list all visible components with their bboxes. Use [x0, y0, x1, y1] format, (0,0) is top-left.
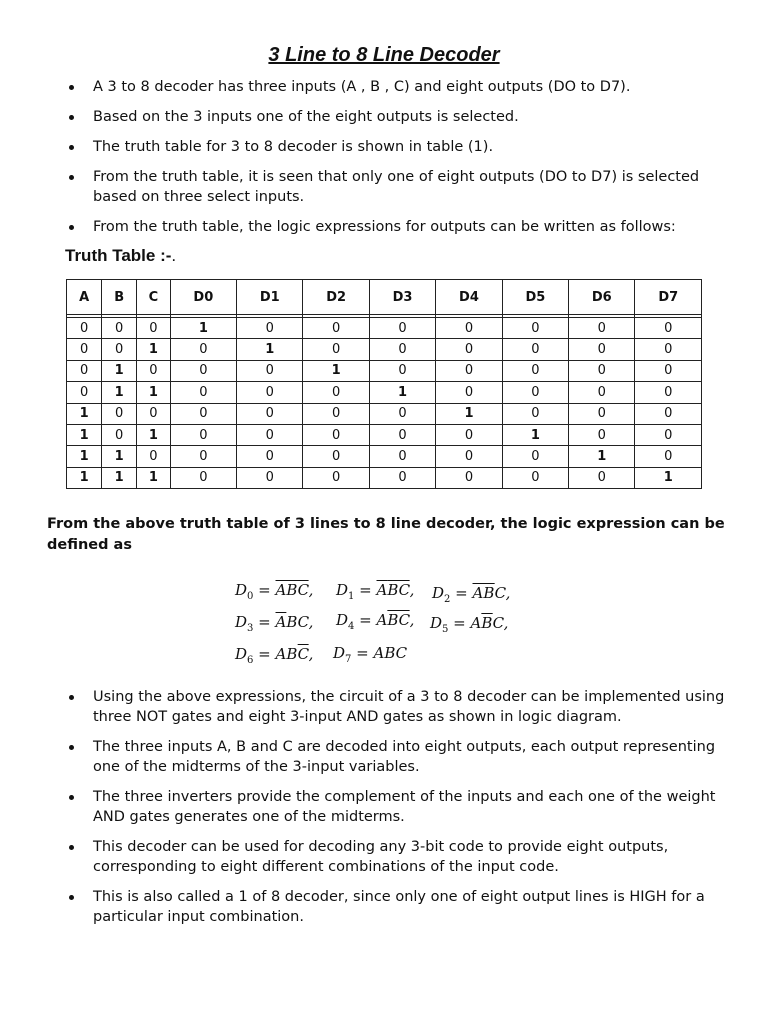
expr-lhs: D: [336, 611, 349, 629]
table-cell: 0: [635, 339, 702, 360]
table-cell: 0: [170, 467, 236, 488]
expr-bc: BC: [286, 613, 309, 631]
table-row: [67, 424, 702, 445]
expr-bc: $\overline{BC}$: [387, 611, 410, 629]
table-cell: 1: [102, 382, 137, 403]
expr-lhs: D: [432, 584, 445, 602]
table-cell: 0: [369, 467, 435, 488]
expr-sub: 0: [247, 591, 254, 602]
expression-d2: [432, 584, 510, 605]
bullet-text: This decoder can be used for decoding any 3-bit code to provide eight outputs, corresponding to eight different combinations of the input code.: [93, 839, 669, 875]
bullet-text: The three inverters provide the complement of the inputs and each one of the weight AND gates generates one of the midterms.: [93, 789, 716, 825]
table-header-d7: D7: [635, 280, 702, 315]
table-cell: 0: [569, 424, 635, 445]
table-cell: 0: [170, 424, 236, 445]
bullet-text: The three inputs A, B and C are decoded into eight outputs, each output representing one of the midterms of the 3-input variables.: [93, 739, 716, 775]
list-item: [0, 167, 768, 207]
table-cell: 0: [303, 424, 369, 445]
expr-c: C: [492, 614, 504, 632]
bullet-dot-icon: [69, 695, 74, 700]
table-cell: 1: [635, 467, 702, 488]
expr-lhs: D: [336, 581, 349, 599]
expr-sub: 7: [345, 654, 352, 665]
table-cell: 0: [635, 382, 702, 403]
list-item: [0, 217, 768, 237]
table-cell: 0: [303, 318, 369, 339]
table-header-d1: D1: [237, 280, 303, 315]
expr-lhs: D: [235, 581, 248, 599]
table-cell: 0: [237, 382, 303, 403]
list-item: [0, 77, 768, 97]
table-cell: 1: [102, 467, 137, 488]
expression-d5: [430, 614, 508, 635]
table-cell: 0: [170, 382, 236, 403]
expr-a: A: [376, 611, 388, 629]
table-cell: 1: [569, 446, 635, 467]
table-cell: 0: [436, 382, 502, 403]
expr-sep: ,: [409, 611, 415, 629]
table-cell: 0: [369, 403, 435, 424]
table-cell: 1: [303, 360, 369, 381]
bullet-text: From the truth table, the logic expressions for outputs can be written as follows:: [93, 219, 676, 235]
bullet-dot-icon: [69, 795, 74, 800]
expr-a: A: [470, 614, 482, 632]
expr-lhs: D: [430, 614, 443, 632]
table-cell: 1: [502, 424, 568, 445]
list-item: [0, 787, 768, 827]
table-cell: 0: [502, 467, 568, 488]
expr-eq: =: [354, 581, 377, 599]
expr-a: $\overline{A}$: [376, 581, 388, 599]
table-cell: 1: [170, 318, 236, 339]
expr-ab: $\overline{AB}$: [472, 584, 495, 602]
table-row: [67, 446, 702, 467]
table-header-b: B: [102, 280, 137, 315]
table-row: [67, 467, 702, 488]
table-cell: 0: [237, 424, 303, 445]
table-cell: 0: [436, 318, 502, 339]
table-cell: 0: [137, 403, 171, 424]
intro-bullet-list: [0, 77, 768, 247]
table-cell: 1: [137, 339, 171, 360]
bullet-dot-icon: [69, 745, 74, 750]
table-cell: 0: [67, 382, 102, 403]
table-cell: 1: [102, 360, 137, 381]
table-cell: 0: [369, 424, 435, 445]
table-header-d5: D5: [502, 280, 568, 315]
table-header-d6: D6: [569, 280, 635, 315]
table-cell: 0: [436, 360, 502, 381]
table-cell: 0: [102, 424, 137, 445]
expr-eq: =: [450, 584, 473, 602]
table-cell: 0: [303, 467, 369, 488]
expr-sep: ,: [505, 584, 511, 602]
table-cell: 0: [569, 403, 635, 424]
expr-sub: 1: [348, 591, 355, 602]
bullet-text: A 3 to 8 decoder has three inputs (A , B , C) and eight outputs (DO to D7).: [93, 79, 631, 95]
table-cell: 0: [170, 339, 236, 360]
expr-sep: ,: [308, 645, 314, 663]
table-cell: 0: [303, 339, 369, 360]
table-cell: 0: [502, 339, 568, 360]
table-row: [67, 318, 702, 339]
expr-lhs: D: [235, 613, 248, 631]
list-item: [0, 837, 768, 877]
table-header-d3: D3: [369, 280, 435, 315]
expr-b: $\overline{B}$: [481, 614, 493, 632]
table-cell: 0: [635, 446, 702, 467]
table-cell: 0: [502, 318, 568, 339]
table-cell: 1: [67, 424, 102, 445]
table-cell: 0: [436, 446, 502, 467]
expr-sep: ,: [308, 581, 314, 599]
bullet-text: Based on the 3 inputs one of the eight outputs is selected.: [93, 109, 519, 125]
outro-bullet-list: [0, 687, 768, 937]
expr-eq: =: [448, 614, 471, 632]
table-cell: 0: [67, 360, 102, 381]
expr-lhs: D: [333, 644, 346, 662]
table-cell: 0: [303, 446, 369, 467]
expr-c: $\overline{C}$: [297, 645, 309, 663]
table-cell: 0: [569, 467, 635, 488]
table-header-d4: D4: [436, 280, 502, 315]
table-cell: 0: [569, 360, 635, 381]
table-cell: 0: [237, 403, 303, 424]
table-cell: 0: [137, 318, 171, 339]
truth-table: [66, 279, 702, 489]
expr-sep: ,: [308, 613, 314, 631]
bullet-dot-icon: [69, 115, 74, 120]
table-cell: 0: [102, 339, 137, 360]
expression-d4: [336, 611, 414, 632]
table-cell: 0: [303, 403, 369, 424]
truth-table-heading-suffix: .: [171, 246, 177, 265]
expr-eq: =: [351, 644, 374, 662]
table-cell: 0: [436, 339, 502, 360]
table-cell: 0: [569, 382, 635, 403]
bullet-dot-icon: [69, 225, 74, 230]
table-cell: 0: [502, 382, 568, 403]
expression-d6: [235, 645, 313, 666]
table-cell: 0: [237, 467, 303, 488]
table-cell: 1: [67, 446, 102, 467]
table-cell: 0: [137, 360, 171, 381]
table-cell: 0: [569, 339, 635, 360]
table-cell: 0: [635, 318, 702, 339]
table-row: [67, 339, 702, 360]
table-cell: 0: [170, 446, 236, 467]
table-cell: 0: [102, 403, 137, 424]
expression-d7: [333, 644, 407, 665]
table-cell: 0: [635, 403, 702, 424]
list-item: [0, 107, 768, 127]
list-item: [0, 687, 768, 727]
expr-sep: ,: [409, 581, 415, 599]
table-cell: 0: [102, 318, 137, 339]
list-item: [0, 887, 768, 927]
expr-rhs: ABC: [373, 644, 408, 662]
table-header-row: [67, 280, 702, 315]
expr-c: C: [494, 584, 506, 602]
bullet-dot-icon: [69, 895, 74, 900]
table-cell: 1: [67, 403, 102, 424]
table-cell: 0: [170, 403, 236, 424]
table-cell: 1: [369, 382, 435, 403]
table-cell: 0: [369, 339, 435, 360]
table-cell: 1: [137, 382, 171, 403]
list-item: [0, 137, 768, 157]
bullet-dot-icon: [69, 845, 74, 850]
expr-eq: =: [253, 645, 276, 663]
table-cell: 0: [170, 360, 236, 381]
bullet-text: From the truth table, it is seen that only one of eight outputs (DO to D7) is selected based on three select inputs.: [93, 169, 700, 205]
table-cell: 0: [569, 318, 635, 339]
expr-sep: ,: [503, 614, 509, 632]
page-title: 3 Line to 8 Line Decoder: [268, 44, 500, 66]
table-cell: 1: [436, 403, 502, 424]
expr-sub: 3: [247, 623, 254, 634]
table-cell: 0: [67, 318, 102, 339]
table-cell: 1: [67, 467, 102, 488]
table-cell: 0: [635, 424, 702, 445]
table-cell: 0: [502, 446, 568, 467]
expr-bc: $\overline{BC}$: [387, 581, 410, 599]
bullet-dot-icon: [69, 145, 74, 150]
table-cell: 1: [102, 446, 137, 467]
table-cell: 0: [237, 360, 303, 381]
table-cell: 0: [502, 360, 568, 381]
table-cell: 0: [369, 360, 435, 381]
table-cell: 0: [237, 446, 303, 467]
table-header-d2: D2: [303, 280, 369, 315]
table-header-a: A: [67, 280, 102, 315]
expression-d0: [235, 581, 313, 602]
truth-table-heading: [65, 246, 176, 266]
table-cell: 0: [502, 403, 568, 424]
table-cell: 1: [137, 467, 171, 488]
table-cell: 0: [436, 424, 502, 445]
table-cell: 0: [137, 446, 171, 467]
list-item: [0, 737, 768, 777]
table-row: [67, 360, 702, 381]
expr-sub: 4: [348, 621, 355, 632]
table-cell: 0: [436, 467, 502, 488]
expr-eq: =: [253, 613, 276, 631]
table-header-c: C: [137, 280, 171, 315]
expr-ab: AB: [275, 645, 298, 663]
table-row: [67, 403, 702, 424]
logic-expression-intro: From the above truth table of 3 lines to 8 line decoder, the logic expression can be defined as: [47, 516, 725, 553]
table-body: [67, 315, 702, 489]
expr-a: $\overline{A}$: [275, 613, 287, 631]
bullet-text: Using the above expressions, the circuit of a 3 to 8 decoder can be implemented using three NOT gates and eight 3-input AND gates as shown in logic diagram.: [93, 689, 725, 725]
expr-sub: 6: [247, 655, 254, 666]
expr-lhs: D: [235, 645, 248, 663]
expression-d1: [336, 581, 414, 602]
bullet-dot-icon: [69, 85, 74, 90]
bullet-text: The truth table for 3 to 8 decoder is shown in table (1).: [93, 139, 494, 155]
bullet-dot-icon: [69, 175, 74, 180]
expression-d3: [235, 613, 313, 634]
table-cell: 0: [237, 318, 303, 339]
bullet-text: This is also called a 1 of 8 decoder, since only one of eight output lines is HIGH for a particular input combination.: [93, 889, 705, 925]
table-cell: 0: [369, 318, 435, 339]
table-cell: 0: [369, 446, 435, 467]
truth-table-heading-text: Truth Table :-: [65, 246, 172, 265]
table-row: [67, 382, 702, 403]
table-cell: 0: [67, 339, 102, 360]
expr-sub: 5: [442, 624, 449, 635]
expr-sub: 2: [444, 594, 451, 605]
expr-eq: =: [354, 611, 377, 629]
expr-eq: =: [253, 581, 276, 599]
table-cell: 0: [303, 382, 369, 403]
table-cell: 1: [137, 424, 171, 445]
table-cell: 1: [237, 339, 303, 360]
table-header-d0: D0: [170, 280, 236, 315]
expr-rhs: $\overline{ABC}$: [275, 581, 309, 599]
table-cell: 0: [635, 360, 702, 381]
